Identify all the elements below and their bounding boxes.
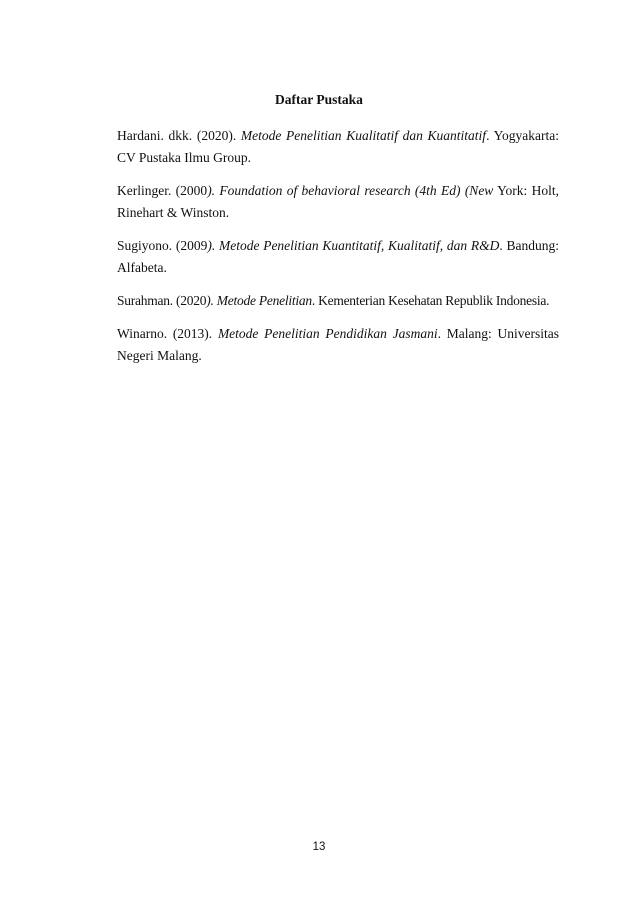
reference-publisher: . Kementerian Kesehatan Republik Indonesia. xyxy=(311,293,550,308)
reference-item-winarno xyxy=(117,323,559,367)
reference-publisher: . Malang: Universitas Negeri Malang. xyxy=(117,326,559,363)
reference-list xyxy=(117,125,559,378)
reference-publisher: . Yogyakarta: CV Pustaka Ilmu Group. xyxy=(117,128,559,165)
reference-work-title: Metode Penelitian Kualitatif dan Kuantitatif xyxy=(240,128,487,143)
reference-item-kerlinger xyxy=(117,180,559,224)
reference-publisher: . Bandung: Alfabeta. xyxy=(117,238,559,275)
reference-work-title: ). Foundation of behavioral research (4th Ed) (New xyxy=(207,183,494,198)
reference-work-title: Metode Penelitian Pendidikan Jasmani xyxy=(217,326,438,341)
reference-item-surahman xyxy=(117,290,559,312)
reference-author-year: Kerlinger. (2000 xyxy=(117,183,208,198)
reference-publisher: York: Holt, Rinehart & Winston. xyxy=(117,183,559,220)
reference-item-sugiyono xyxy=(117,235,559,279)
reference-item-hardani xyxy=(117,125,559,169)
reference-author-year: Winarno. (2013). xyxy=(117,326,218,341)
reference-work-title: ). Metode Penelitian xyxy=(206,293,312,308)
reference-author-year: Sugiyono. (2009 xyxy=(117,238,208,253)
reference-author-year: Hardani. dkk. (2020). xyxy=(117,128,241,143)
reference-author-year: Surahman. (2020 xyxy=(117,293,207,308)
reference-work-title: ). Metode Penelitian Kuantitatif, Kualitatif, dan R&D xyxy=(207,238,500,253)
page-number: 13 xyxy=(312,841,326,853)
page-title: Daftar Pustaka xyxy=(275,92,363,107)
